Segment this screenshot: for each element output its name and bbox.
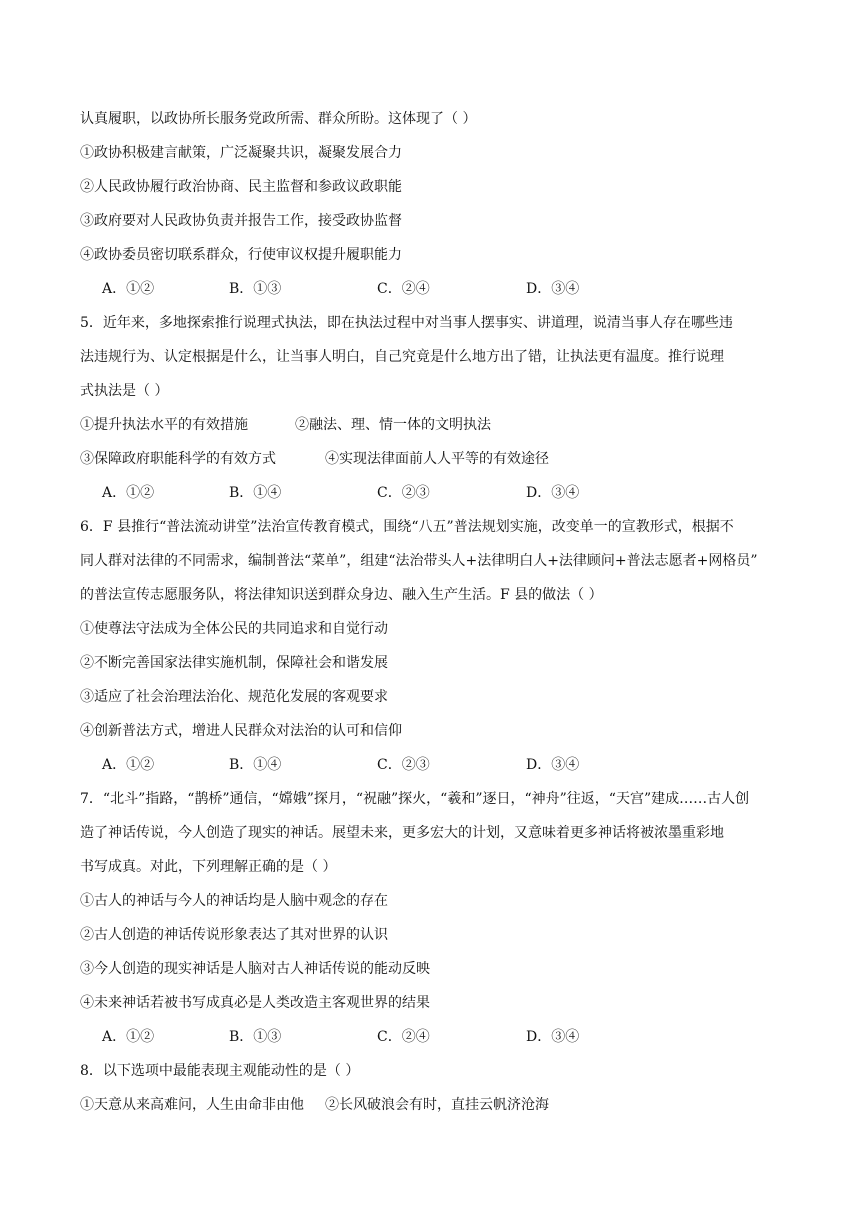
q6-statement-1: ①使尊法守法成为全体公民的共同追求和自觉行动 <box>80 621 388 637</box>
q5-stem-line-1: 5．近年来，多地探索推行说理式执法，即在执法过程中对当事人摆事实、讲道理，说清当事人存在哪些违 <box>80 315 733 331</box>
q7-stem-line-2: 造了神话传说，今人创造了现实的神话。展望未来，更多宏大的计划，又意味着更多神话将被浓墨重彩地 <box>80 825 724 841</box>
q7-statement-2: ②古人创造的神话传说形象表达了其对世界的认识 <box>80 927 388 943</box>
q5-statement-4: ④实现法律面前人人平等的有效途径 <box>325 451 549 467</box>
q6-stem-line-1: 6．F 县推行“普法流动讲堂”法治宣传教育模式，围绕“八五”普法规划实施，改变单一的宣教形式，根据不 <box>80 519 734 535</box>
q6-stem-line-3: 的普法宣传志愿服务队，将法律知识送到群众身边、融入生产生活。F 县的做法（ ） <box>80 587 603 603</box>
q7-option-c[interactable]: C．②④ <box>377 1029 430 1045</box>
q7-stem-line-3: 书写成真。对此，下列理解正确的是（ ） <box>80 859 337 875</box>
q5-statements-row-1 <box>80 415 790 435</box>
q8-statements-row-1 <box>80 1095 790 1115</box>
q7-option-a[interactable]: A．①② <box>102 1029 155 1045</box>
q4-option-c[interactable]: C．②④ <box>377 281 430 297</box>
q4-stem-tail: 认真履职，以政协所长服务党政所需、群众所盼。这体现了（ ） <box>80 111 477 127</box>
q6-stem-line-2: 同人群对法律的不同需求，编制普法“菜单”，组建“法治带头人+法律明白人+法律顾问+普法志愿者+网格员” <box>80 553 758 569</box>
q5-option-c[interactable]: C．②③ <box>377 485 430 501</box>
q6-option-d[interactable]: D．③④ <box>526 757 580 773</box>
q5-option-a[interactable]: A．①② <box>102 485 155 501</box>
q7-statement-4: ④未来神话若被书写成真必是人类改造主客观世界的结果 <box>80 995 430 1011</box>
q4-option-b[interactable]: B．①③ <box>229 281 282 297</box>
q5-statement-3: ③保障政府职能科学的有效方式 <box>80 451 276 467</box>
q4-statement-4: ④政协委员密切联系群众，行使审议权提升履职能力 <box>80 247 402 263</box>
q8-stem: 8．以下选项中最能表现主观能动性的是（ ） <box>80 1063 360 1079</box>
q7-option-b[interactable]: B．①③ <box>229 1029 282 1045</box>
q6-option-a[interactable]: A．①② <box>102 757 155 773</box>
q7-statement-1: ①古人的神话与今人的神话均是人脑中观念的存在 <box>80 893 388 909</box>
q6-option-b[interactable]: B．①④ <box>229 757 282 773</box>
q6-statement-4: ④创新普法方式，增进人民群众对法治的认可和信仰 <box>80 723 402 739</box>
q8-statement-2: ②长风破浪会有时，直挂云帆济沧海 <box>325 1097 549 1113</box>
q5-stem-line-3: 式执法是（ ） <box>80 383 169 399</box>
q4-statement-1: ①政协积极建言献策，广泛凝聚共识，凝聚发展合力 <box>80 145 402 161</box>
q7-stem-line-1: 7．“北斗”指路，“鹊桥”通信，“嫦娥”探月，“祝融”探火，“羲和”逐日，“神舟”往返，“天宫”建成……古人创 <box>80 791 750 807</box>
q4-statement-2: ②人民政协履行政治协商、民主监督和参政议政职能 <box>80 179 402 195</box>
q6-statement-2: ②不断完善国家法律实施机制，保障社会和谐发展 <box>80 655 388 671</box>
q4-option-d[interactable]: D．③④ <box>526 281 580 297</box>
q7-statement-3: ③今人创造的现实神话是人脑对古人神话传说的能动反映 <box>80 961 430 977</box>
q5-statements-row-2 <box>80 449 790 469</box>
q5-option-b[interactable]: B．①④ <box>229 485 282 501</box>
q4-statement-3: ③政府要对人民政协负责并报告工作，接受政协监督 <box>80 213 402 229</box>
q7-option-d[interactable]: D．③④ <box>526 1029 580 1045</box>
q5-option-d[interactable]: D．③④ <box>526 485 580 501</box>
q5-statement-1: ①提升执法水平的有效措施 <box>80 417 248 433</box>
q8-statement-1: ①天意从来高难问，人生由命非由他 <box>80 1097 304 1113</box>
q6-statement-3: ③适应了社会治理法治化、规范化发展的客观要求 <box>80 689 388 705</box>
q5-stem-line-2: 法违规行为、认定根据是什么，让当事人明白，自己究竟是什么地方出了错，让执法更有温度。推行说理 <box>80 349 724 365</box>
q4-option-a[interactable]: A．①② <box>102 281 155 297</box>
q5-statement-2: ②融法、理、情一体的文明执法 <box>295 417 491 433</box>
q6-option-c[interactable]: C．②③ <box>377 757 430 773</box>
